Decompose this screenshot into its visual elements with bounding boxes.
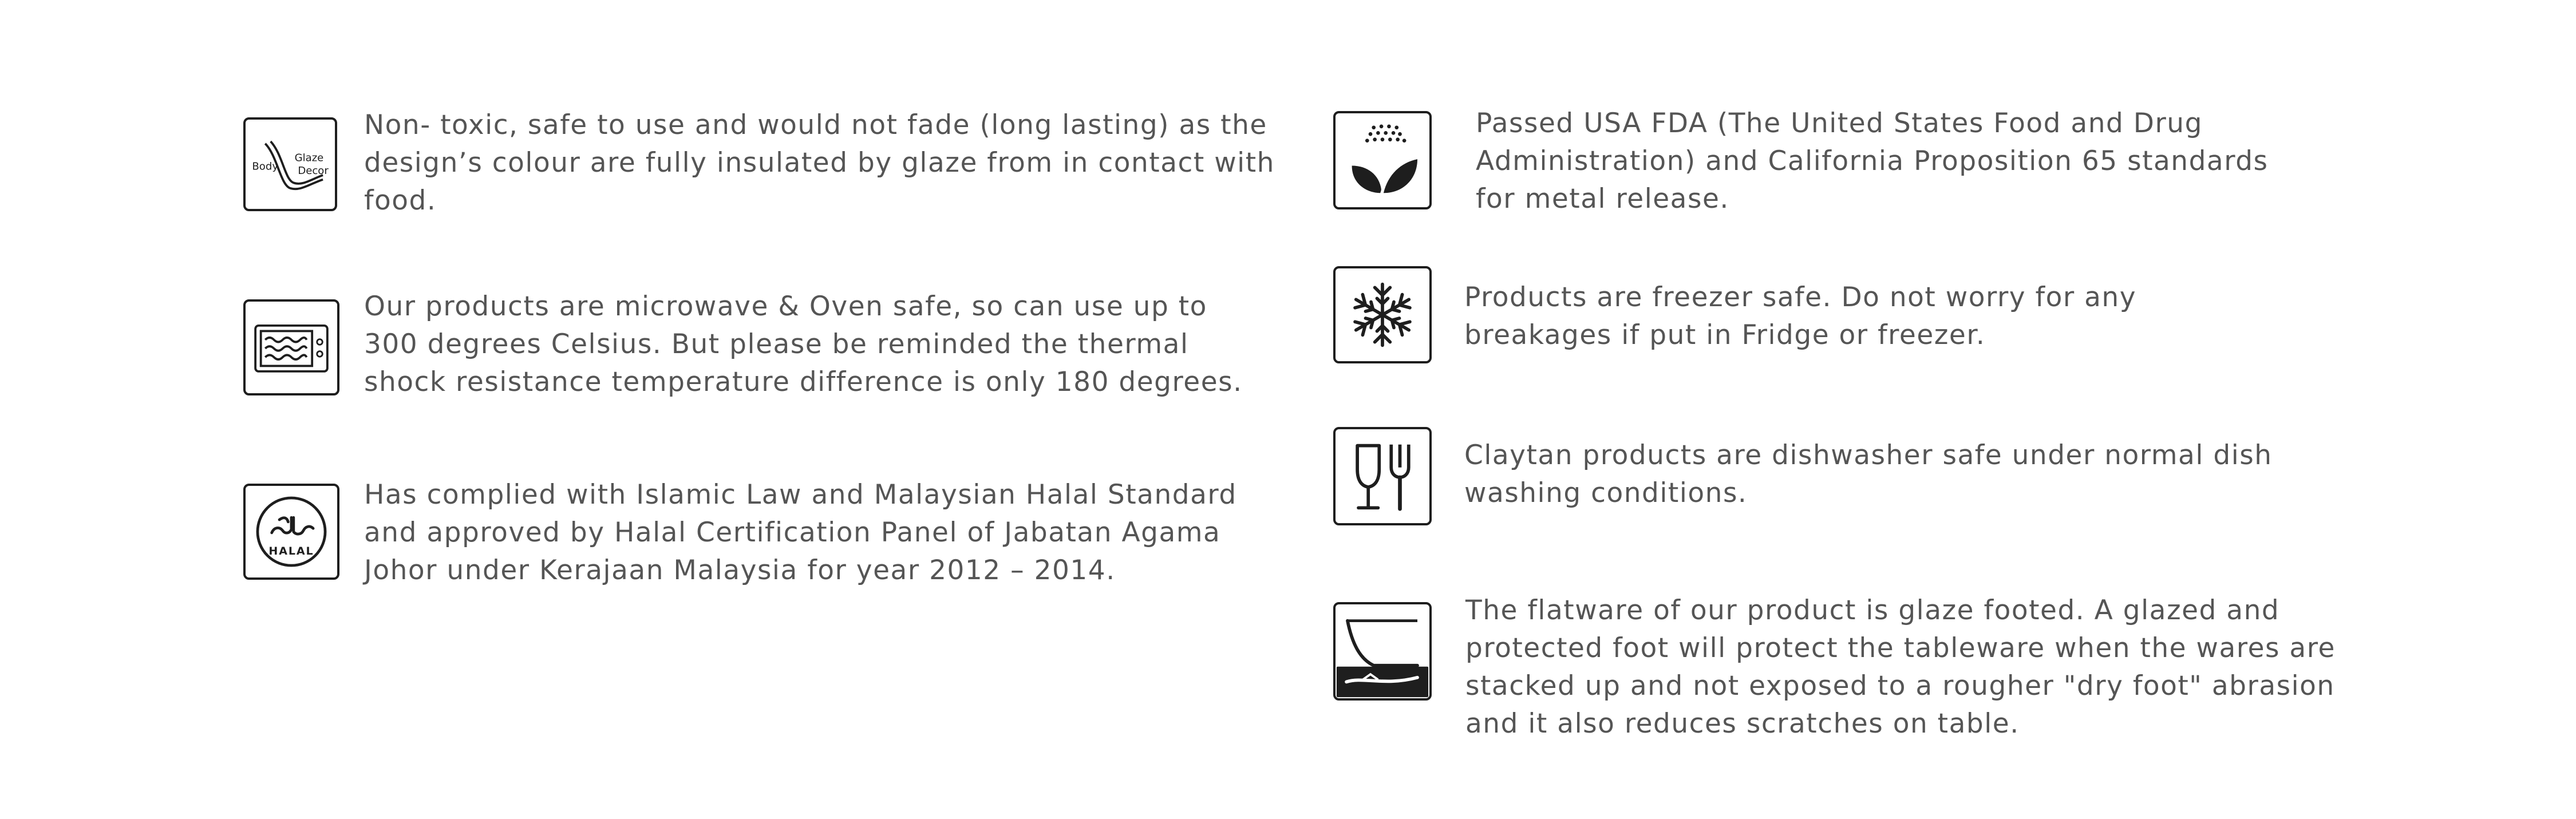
leaf-spray-icon [1333, 111, 1432, 209]
feature-glaze-footed-text [1465, 592, 2336, 743]
feature-glaze-text [364, 106, 1275, 220]
feature-freezer-text [1464, 279, 2136, 354]
icon-label-body: Body [252, 160, 279, 173]
text-line: and it also reduces scratches on table. [1465, 708, 2020, 739]
text-line: breakages if put in Fridge or freezer. [1464, 319, 1986, 351]
halal-seal-icon [243, 484, 339, 580]
feature-microwave-text [364, 288, 1243, 401]
feature-fda-text [1476, 105, 2269, 218]
text-line: Has complied with Islamic Law and Malaysian Halal Standard [364, 479, 1237, 511]
text-line: protected foot will protect the tableware when the wares are [1465, 632, 2336, 664]
text-line: The flatware of our product is glaze footed. A glazed and [1465, 595, 2280, 626]
text-line: Our products are microwave & Oven safe, so can use up to [364, 291, 1207, 322]
snowflake-icon [1333, 266, 1432, 363]
text-line: washing conditions. [1464, 477, 1748, 509]
text-line: Administration) and California Proposition 65 standards [1476, 145, 2269, 177]
text-line: Johor under Kerajaan Malaysia for year 2012 – 2014. [364, 555, 1116, 586]
glass-fork-icon [1333, 427, 1432, 525]
text-line: shock resistance temperature difference is only 180 degrees. [364, 366, 1243, 398]
feature-dishwasher-text [1464, 437, 2273, 512]
icon-label-glaze: Glaze [294, 152, 324, 164]
text-line: 300 degrees Celsius. But please be reminded the thermal [364, 329, 1189, 360]
text-line: food. [364, 185, 437, 216]
feature-halal-text [364, 476, 1237, 589]
glaze-foot-icon [1333, 602, 1432, 701]
underglaze-layers-icon [243, 117, 337, 211]
icon-label-halal: HALAL [268, 545, 314, 557]
text-line: Passed USA FDA (The United States Food and Drug [1476, 108, 2203, 139]
icon-label-decor: Decor [298, 165, 329, 177]
text-line: and approved by Halal Certification Panel of Jabatan Agama [364, 517, 1221, 548]
text-line: design’s colour are fully insulated by glaze from in contact with [364, 147, 1275, 179]
text-line: for metal release. [1476, 183, 1729, 215]
microwave-icon [243, 299, 339, 395]
text-line: Claytan products are dishwasher safe under normal dish [1464, 440, 2273, 471]
text-line: stacked up and not exposed to a rougher "dry foot" abrasion [1465, 670, 2335, 702]
text-line: Products are freezer safe. Do not worry for any [1464, 282, 2137, 313]
text-line: Non- toxic, safe to use and would not fade (long lasting) as the [364, 109, 1267, 141]
